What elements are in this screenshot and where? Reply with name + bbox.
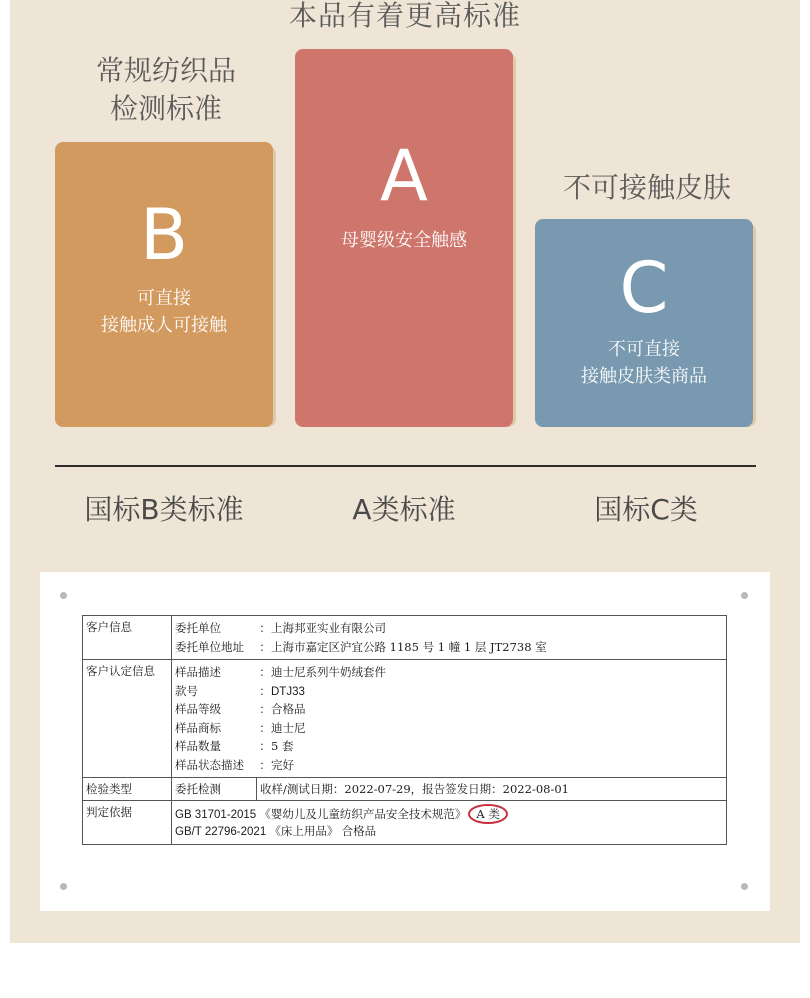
field-value: 迪士尼系列牛奶绒套件: [271, 665, 386, 679]
row-header: 客户认定信息: [83, 660, 172, 778]
separator: ：: [259, 739, 271, 753]
pin-dot: [60, 592, 67, 599]
category-label-c: 国标C类: [594, 493, 698, 526]
field-key: 款号: [175, 683, 198, 698]
field-value: 5 套: [271, 739, 294, 753]
category-label-a: A类标准: [352, 493, 456, 526]
field-key: 样品状态描述: [175, 757, 244, 772]
table-row: [83, 660, 727, 778]
table-row: [83, 801, 727, 845]
separator: ：: [259, 621, 271, 635]
field-value: 迪士尼: [271, 720, 306, 735]
card-description: [535, 336, 753, 390]
pin-dot: [741, 883, 748, 890]
table-row: [83, 778, 727, 801]
field-key: 委托单位: [175, 621, 221, 635]
field-key: 样品等级: [175, 702, 221, 716]
card-line: 不可直接: [608, 339, 680, 360]
caption-line: 常规纺织品: [95, 54, 236, 87]
pin-dot: [60, 883, 67, 890]
field-key: 委托单位地址: [175, 639, 244, 654]
divider-line: [55, 465, 756, 467]
separator: ：: [259, 683, 271, 698]
standard-line: GB 31701-2015 《婴幼儿及儿童纺织产品安全技术规范》: [175, 809, 467, 821]
field-key: 样品描述: [175, 665, 221, 679]
caption-line: 检测标准: [109, 92, 222, 125]
card-description: [55, 285, 273, 339]
card-line: 可直接: [137, 288, 191, 309]
grade-card-b: [55, 142, 273, 427]
row-header: 客户信息: [83, 616, 172, 660]
field-value: 完好: [271, 757, 294, 772]
field-value: 合格品: [271, 702, 306, 716]
row-header: 判定依据: [83, 801, 172, 845]
inspection-dates: 收样/测试日期：2022-07-29，报告签发日期：2022-08-01: [257, 778, 727, 801]
separator: ：: [259, 757, 271, 772]
separator: ：: [259, 702, 271, 716]
separator: ：: [259, 665, 271, 679]
grade-card-c: [535, 219, 753, 427]
page-title: 本品有着更高标准: [288, 0, 521, 32]
card-line: 接触成人可接触: [101, 315, 227, 336]
table-row: [83, 616, 727, 660]
card-letter: B: [139, 194, 189, 276]
grade-highlight: A 类: [468, 804, 507, 824]
field-value: 上海市嘉定区沪宜公路 1185 号 1 幢 1 层 JT2738 室: [271, 639, 547, 654]
field-key: 样品数量: [175, 739, 221, 753]
pin-dot: [741, 592, 748, 599]
inspection-type: 委托检测: [172, 778, 257, 801]
card-letter: A: [380, 135, 428, 217]
standard-line: GB/T 22796-2021 《床上用品》 合格品: [175, 825, 377, 838]
field-key: 样品商标: [175, 720, 221, 735]
caption-no-skin-contact: 不可接触皮肤: [562, 171, 731, 204]
card-letter: C: [619, 247, 669, 329]
field-value: 上海邦亚实业有限公司: [271, 621, 386, 635]
row-content: [172, 660, 727, 778]
row-header: 检验类型: [83, 778, 172, 801]
test-report-table: [82, 615, 727, 845]
card-description: 母婴级安全触感: [341, 230, 467, 251]
row-content: [172, 616, 727, 660]
grade-card-a: [295, 49, 513, 427]
separator: ：: [259, 720, 271, 735]
category-label-b: 国标B类标准: [84, 493, 244, 526]
row-content: [172, 801, 727, 845]
card-line: 接触皮肤类商品: [581, 366, 707, 387]
separator: ：: [259, 639, 271, 654]
caption-regular-standard: [56, 52, 276, 128]
field-value: DTJ33: [271, 685, 305, 698]
